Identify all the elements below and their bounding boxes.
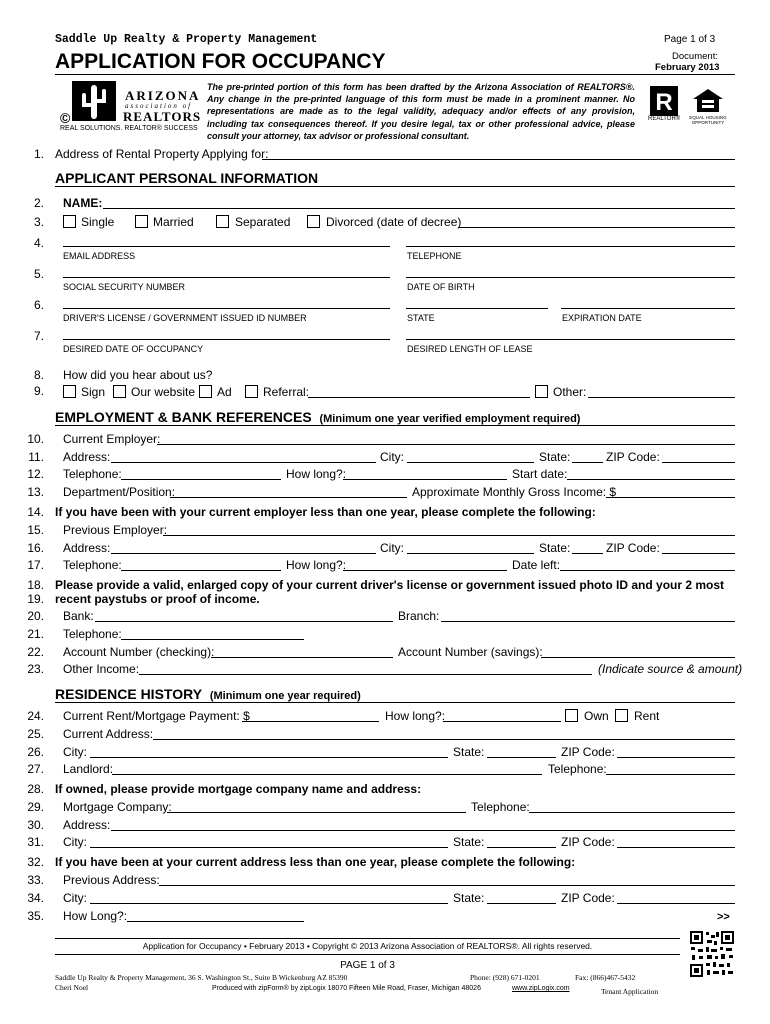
previous-how-long-field[interactable] [127,921,304,922]
disclaimer-text: The pre-printed portion of this form has been drafted by the Arizona Association of REALTORS®. Any change in the pre-printed language of this form must be made in a prominent manner. No representations are made as to the legal validity, adequacy and/or effects of any provision, including tax consequences thereof. If you desire legal, tax or other professional advice, please consult your attorney, tax advisor or professional consultant. [207,82,635,141]
bank-telephone-field[interactable] [121,639,304,640]
telephone-field[interactable] [406,246,735,247]
name-label: NAME: [63,196,103,210]
equal-housing-icon: EQUAL HOUSING OPPORTUNITY [688,88,728,124]
prev-employer-zip-field[interactable] [662,553,735,554]
current-city-field[interactable] [90,757,448,758]
realtor-r-icon: R REALTOR® [650,86,678,120]
email-field[interactable] [63,246,390,247]
drivers-license-field[interactable] [63,308,390,309]
landlord-telephone-field[interactable] [606,774,735,775]
previous-employer-field[interactable] [163,535,735,536]
residence-how-long-field[interactable] [443,721,561,722]
other-source-field[interactable] [588,397,735,398]
department-field[interactable] [170,497,407,498]
branch-field[interactable] [441,621,735,622]
bank-field[interactable] [95,621,393,622]
company-name: Saddle Up Realty & Property Management [55,33,318,46]
current-zip-field[interactable] [617,757,735,758]
prev-employer-address-field[interactable] [111,553,376,554]
produced-by: Produced with zipForm® by zipLogix 18070 Fifteen Mile Road, Fraser, Michigan 48026 [212,985,481,992]
current-state-field[interactable] [487,757,556,758]
sign-checkbox[interactable] [63,385,76,398]
svg-text:R: R [655,89,673,116]
employer-telephone-field[interactable] [121,479,281,480]
office-phone: Phone: (928) 671-0201 [470,973,540,982]
arizona-realtors-logo: ARIZONA association of REALTORS © REAL SOLUTIONS. REALTOR® SUCCESS [58,77,198,133]
mortgage-company-field[interactable] [167,812,466,813]
cactus-logo-icon [68,77,124,123]
license-expiration-field[interactable] [561,308,735,309]
ad-checkbox[interactable] [199,385,212,398]
header-rule [55,74,735,75]
property-address-label: Address of Rental Property Applying for: [55,147,269,161]
lease-length-field[interactable] [406,339,735,340]
checking-account-field[interactable] [211,657,393,658]
savings-account-field[interactable] [541,657,735,658]
website-checkbox[interactable] [113,385,126,398]
single-checkbox[interactable] [63,215,76,228]
qr-code-icon [689,930,735,978]
document-date: February 2013 [655,62,720,73]
dob-field[interactable] [406,277,735,278]
employer-start-date-field[interactable] [567,479,735,480]
current-address-field[interactable] [153,739,735,740]
rent-payment-field[interactable] [242,721,379,722]
copyright-symbol: © [60,110,71,126]
ziplogix-link[interactable]: www.zipLogix.com [512,985,570,992]
next-page-indicator: >> [717,911,730,923]
mortgage-city-field[interactable] [90,847,448,848]
employer-state-field[interactable] [572,462,603,463]
mortgage-address-field[interactable] [111,830,735,831]
mortgage-state-field[interactable] [487,847,556,848]
hear-about-label: How did you hear about us? [63,368,213,382]
rent-checkbox[interactable] [615,709,628,722]
previous-city-field[interactable] [90,903,448,904]
married-checkbox[interactable] [135,215,148,228]
referral-checkbox[interactable] [245,385,258,398]
monthly-income-field[interactable] [606,497,735,498]
separated-checkbox[interactable] [216,215,229,228]
occupancy-date-field[interactable] [63,339,390,340]
prev-employer-telephone-field[interactable] [121,570,281,571]
office-fax: Fax: (866)467-5432 [575,973,636,982]
agent-name: Cheri Noel [55,983,89,992]
mortgage-telephone-field[interactable] [529,812,735,813]
employer-zip-field[interactable] [662,462,735,463]
section-employment-title: EMPLOYMENT & BANK REFERENCES (Minimum one year verified employment required) [55,409,581,425]
employer-address-field[interactable] [111,462,376,463]
other-checkbox[interactable] [535,385,548,398]
section-personal-title: APPLICANT PERSONAL INFORMATION [55,170,319,186]
form-name: Tenant Application [601,987,659,996]
page-indicator: Page 1 of 3 [664,34,716,45]
other-income-field[interactable] [139,674,592,675]
prev-employer-state-field[interactable] [572,553,603,554]
document-label: Document: [672,51,718,62]
divorced-checkbox[interactable] [307,215,320,228]
form-title: APPLICATION FOR OCCUPANCY [55,50,386,73]
prev-employer-date-left-field[interactable] [560,570,735,571]
referral-field[interactable] [308,397,530,398]
previous-address-field[interactable] [159,885,735,886]
landlord-field[interactable] [112,774,542,775]
property-address-field[interactable] [262,159,735,160]
divorce-date-field[interactable] [458,227,735,228]
license-state-field[interactable] [406,308,548,309]
prev-employer-how-long-field[interactable] [343,570,507,571]
employer-city-field[interactable] [407,462,534,463]
prev-employer-city-field[interactable] [407,553,534,554]
own-checkbox[interactable] [565,709,578,722]
current-employer-field[interactable] [157,444,735,445]
office-address: Saddle Up Realty & Property Management, 36 S. Washington St., Suite B Wickenburg AZ 85390 [55,973,348,982]
footer-page: PAGE 1 of 3 [340,960,395,971]
section-residence-title: RESIDENCE HISTORY (Minimum one year required) [55,686,361,702]
previous-state-field[interactable] [487,903,556,904]
footer-copyright: Application for Occupancy • February 2013 • Copyright © 2013 Arizona Association of REALTORS®. All rights reserved. [142,941,593,951]
mortgage-zip-field[interactable] [617,847,735,848]
previous-zip-field[interactable] [617,903,735,904]
employer-how-long-field[interactable] [343,479,507,480]
name-field[interactable] [103,208,735,209]
ssn-field[interactable] [63,277,390,278]
